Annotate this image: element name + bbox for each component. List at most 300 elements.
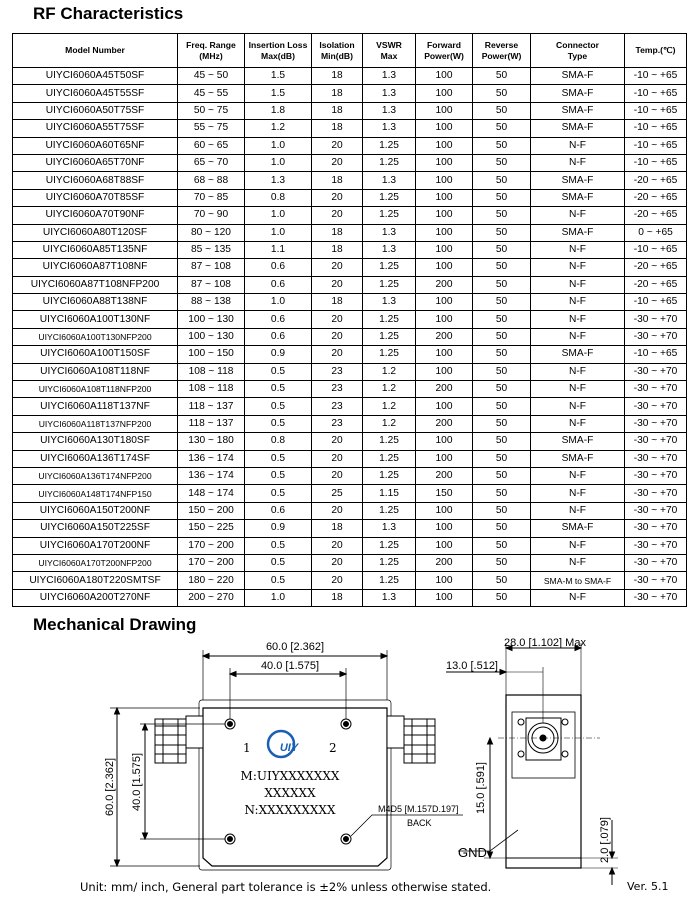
mounting-hole-br xyxy=(341,834,351,844)
table-cell: -20 ~ +65 xyxy=(625,172,687,189)
table-cell: 18 xyxy=(312,241,363,258)
table-cell: 87 ~ 108 xyxy=(178,259,245,276)
table-row xyxy=(13,450,687,467)
table-cell: 1.25 xyxy=(363,207,416,224)
table-cell: 150 xyxy=(416,485,473,502)
table-cell: 50 xyxy=(473,102,531,119)
table-cell: 50 xyxy=(473,189,531,206)
table-row xyxy=(13,398,687,415)
table-cell: 45 ~ 55 xyxy=(178,85,245,102)
left-connector xyxy=(155,716,203,763)
table-row xyxy=(13,537,687,554)
column-header-line: Max(dB) xyxy=(261,50,295,61)
table-cell: SMA-F xyxy=(531,433,625,450)
table-cell: 50 xyxy=(473,207,531,224)
table-cell: 20 xyxy=(312,502,363,519)
table-cell: 20 xyxy=(312,189,363,206)
table-cell: 0.8 xyxy=(245,433,312,450)
model-number-cell: UIYCI6060A87T108NF xyxy=(13,259,178,276)
table-row xyxy=(13,172,687,189)
table-cell: SMA-F xyxy=(531,450,625,467)
table-cell: 70 ~ 90 xyxy=(178,207,245,224)
mechanical-drawing-title: Mechanical Drawing xyxy=(33,615,197,634)
table-cell: 1.3 xyxy=(363,68,416,85)
table-cell: N-F xyxy=(531,154,625,171)
table-cell: 1.25 xyxy=(363,259,416,276)
table-cell: 100 xyxy=(416,589,473,606)
dim-width-holes-label: 40.0 [1.575] xyxy=(260,660,320,672)
table-cell: 100 xyxy=(416,363,473,380)
table-cell: N-F xyxy=(531,328,625,345)
table-cell: -10 ~ +65 xyxy=(625,294,687,311)
table-row xyxy=(13,520,687,537)
column-header-line: Model Number xyxy=(65,45,125,55)
table-cell: 1.3 xyxy=(363,224,416,241)
table-cell: 150 ~ 225 xyxy=(178,520,245,537)
table-cell: 0.5 xyxy=(245,537,312,554)
table-cell: 23 xyxy=(312,415,363,432)
dim-height-holes-label: 40.0 [1.575] xyxy=(131,752,143,812)
dim-connector-height-label: 15.0 [.591] xyxy=(475,762,487,814)
table-cell: 150 ~ 200 xyxy=(178,502,245,519)
table-cell: 85 ~ 135 xyxy=(178,241,245,258)
table-cell: -10 ~ +65 xyxy=(625,102,687,119)
table-cell: 0.6 xyxy=(245,328,312,345)
model-number-cell: UIYCI6060A100T130NF xyxy=(13,311,178,328)
table-cell: 55 ~ 75 xyxy=(178,120,245,137)
table-cell: 100 xyxy=(416,68,473,85)
right-connector xyxy=(387,716,435,763)
table-cell: 100 xyxy=(416,433,473,450)
table-cell: 100 xyxy=(416,294,473,311)
table-cell: 100 xyxy=(416,189,473,206)
table-cell: 0.5 xyxy=(245,381,312,398)
table-cell: 50 xyxy=(473,294,531,311)
table-cell: 50 xyxy=(473,259,531,276)
table-cell: 50 xyxy=(473,224,531,241)
table-cell: 1.2 xyxy=(245,120,312,137)
table-cell: 1.25 xyxy=(363,189,416,206)
model-number-cell: UIYCI6060A87T108NFP200 xyxy=(13,276,178,293)
table-cell: 18 xyxy=(312,68,363,85)
table-cell: 50 xyxy=(473,172,531,189)
table-cell: 108 ~ 118 xyxy=(178,363,245,380)
column-header-line: Max xyxy=(380,50,398,61)
table-cell: 0.6 xyxy=(245,502,312,519)
model-label: M:UIYXXXXXXX xyxy=(240,769,340,783)
table-cell: 0.5 xyxy=(245,450,312,467)
table-cell: N-F xyxy=(531,589,625,606)
table-row xyxy=(13,85,687,102)
table-cell: 18 xyxy=(312,120,363,137)
table-cell: 45 ~ 50 xyxy=(178,68,245,85)
table-cell: 200 xyxy=(416,467,473,484)
table-cell: -20 ~ +65 xyxy=(625,276,687,293)
table-cell: 1.3 xyxy=(363,102,416,119)
table-cell: N-F xyxy=(531,363,625,380)
column-header-line: Power(W) xyxy=(424,50,464,61)
column-header xyxy=(245,34,312,68)
table-cell: 50 xyxy=(473,346,531,363)
table-row xyxy=(13,102,687,119)
table-cell: 0.9 xyxy=(245,346,312,363)
table-cell: 18 xyxy=(312,294,363,311)
table-cell: 0.5 xyxy=(245,572,312,589)
table-cell: 118 ~ 137 xyxy=(178,398,245,415)
table-cell: 100 xyxy=(416,137,473,154)
table-cell: 50 xyxy=(473,398,531,415)
table-row xyxy=(13,154,687,171)
table-cell: 18 xyxy=(312,172,363,189)
model-number-cell: UIYCI6060A50T75SF xyxy=(13,102,178,119)
table-cell: 1.0 xyxy=(245,154,312,171)
model-number-cell: UIYCI6060A70T90NF xyxy=(13,207,178,224)
table-cell: -30 ~ +70 xyxy=(625,502,687,519)
table-cell: 0.9 xyxy=(245,520,312,537)
mechanical-drawing xyxy=(0,630,697,898)
table-cell: 50 xyxy=(473,120,531,137)
table-cell: -30 ~ +70 xyxy=(625,328,687,345)
table-cell: N-F xyxy=(531,259,625,276)
column-header-line: (MHz) xyxy=(199,50,223,61)
dim-base-label: 2.0 [.079] xyxy=(599,817,611,863)
column-header-line: Freq. Range xyxy=(186,39,236,50)
table-cell: SMA-F xyxy=(531,172,625,189)
table-cell: 1.5 xyxy=(245,85,312,102)
model-number-cell: UIYCI6060A100T150SF xyxy=(13,346,178,363)
model-number-cell: UIYCI6060A136T174NFP200 xyxy=(13,467,178,484)
table-cell: 1.3 xyxy=(363,589,416,606)
model-number-cell: UIYCI6060A136T174SF xyxy=(13,450,178,467)
version-label: Ver. 5.1 xyxy=(627,880,669,893)
table-cell: 200 xyxy=(416,381,473,398)
table-cell: 118 ~ 137 xyxy=(178,415,245,432)
table-cell: -30 ~ +70 xyxy=(625,311,687,328)
table-row xyxy=(13,346,687,363)
table-cell: 50 xyxy=(473,311,531,328)
table-cell: 100 xyxy=(416,398,473,415)
table-cell: -30 ~ +70 xyxy=(625,381,687,398)
table-cell: 170 ~ 200 xyxy=(178,537,245,554)
table-cell: N-F xyxy=(531,207,625,224)
table-cell: -20 ~ +65 xyxy=(625,189,687,206)
table-cell: 1.8 xyxy=(245,102,312,119)
table-cell: SMA-F xyxy=(531,189,625,206)
table-cell: N-F xyxy=(531,276,625,293)
mounting-hole-bl xyxy=(225,834,235,844)
table-row xyxy=(13,328,687,345)
table-cell: 50 xyxy=(473,554,531,571)
table-cell: 87 ~ 108 xyxy=(178,276,245,293)
table-cell: 50 xyxy=(473,276,531,293)
table-cell: 50 xyxy=(473,381,531,398)
model-number-cell: UIYCI6060A148T174NFP150 xyxy=(13,485,178,502)
table-row xyxy=(13,502,687,519)
table-cell: N-F xyxy=(531,537,625,554)
table-cell: 0.5 xyxy=(245,363,312,380)
table-cell: SMA-F xyxy=(531,85,625,102)
table-cell: 23 xyxy=(312,398,363,415)
table-cell: 50 xyxy=(473,328,531,345)
port-1-label: 1 xyxy=(243,741,251,755)
table-cell: 1.0 xyxy=(245,137,312,154)
column-header xyxy=(531,34,625,68)
port-2-label: 2 xyxy=(329,741,337,755)
table-row xyxy=(13,467,687,484)
table-row xyxy=(13,363,687,380)
table-cell: N-F xyxy=(531,137,625,154)
table-cell: -10 ~ +65 xyxy=(625,85,687,102)
model-number-cell: UIYCI6060A180T220SMTSF xyxy=(13,572,178,589)
table-cell: 1.25 xyxy=(363,311,416,328)
table-cell: -10 ~ +65 xyxy=(625,120,687,137)
table-cell: 100 xyxy=(416,172,473,189)
table-cell: 20 xyxy=(312,259,363,276)
model-number-cell: UIYCI6060A55T75SF xyxy=(13,120,178,137)
model-number-cell: UIYCI6060A118T137NFP200 xyxy=(13,415,178,432)
table-cell: 100 xyxy=(416,224,473,241)
dim-height-outer-label: 60.0 [2.362] xyxy=(104,757,116,817)
table-row xyxy=(13,294,687,311)
table-cell: 20 xyxy=(312,154,363,171)
table-cell: -30 ~ +70 xyxy=(625,520,687,537)
table-cell: -10 ~ +65 xyxy=(625,137,687,154)
table-cell: 0.5 xyxy=(245,485,312,502)
model-number-cell: UIYCI6060A150T200NF xyxy=(13,502,178,519)
table-cell: 0.5 xyxy=(245,398,312,415)
front-view xyxy=(110,650,463,870)
table-cell: N-F xyxy=(531,381,625,398)
table-cell: 1.3 xyxy=(363,85,416,102)
mounting-hole-tr xyxy=(341,719,351,729)
column-header-line: Reverse xyxy=(484,39,519,50)
table-cell: 50 xyxy=(473,572,531,589)
model-number-cell: UIYCI6060A80T120SF xyxy=(13,224,178,241)
model-number-cell: UIYCI6060A45T50SF xyxy=(13,68,178,85)
column-header xyxy=(363,34,416,68)
rf-spec-table xyxy=(12,33,687,607)
table-cell: 200 ~ 270 xyxy=(178,589,245,606)
screw-spec-label: M4D5 [M.157D.197] xyxy=(378,804,459,814)
table-cell: 1.25 xyxy=(363,276,416,293)
table-header-row xyxy=(13,34,687,68)
table-cell: 0 ~ +65 xyxy=(625,224,687,241)
table-cell: -30 ~ +70 xyxy=(625,554,687,571)
table-cell: 18 xyxy=(312,102,363,119)
table-cell: 50 xyxy=(473,589,531,606)
table-row xyxy=(13,137,687,154)
table-cell: 100 xyxy=(416,450,473,467)
table-cell: 1.5 xyxy=(245,68,312,85)
table-cell: N-F xyxy=(531,311,625,328)
table-cell: 50 xyxy=(473,85,531,102)
column-header-line: VSWR xyxy=(376,39,402,50)
table-cell: 136 ~ 174 xyxy=(178,450,245,467)
table-cell: 65 ~ 70 xyxy=(178,154,245,171)
table-cell: 0.6 xyxy=(245,311,312,328)
column-header xyxy=(416,34,473,68)
table-cell: SMA-M to SMA-F xyxy=(531,572,625,589)
table-cell: SMA-F xyxy=(531,224,625,241)
table-cell: 108 ~ 118 xyxy=(178,381,245,398)
table-cell: 70 ~ 85 xyxy=(178,189,245,206)
model-number-cell: UIYCI6060A108T118NFP200 xyxy=(13,381,178,398)
table-cell: 1.0 xyxy=(245,589,312,606)
table-row xyxy=(13,68,687,85)
table-row xyxy=(13,589,687,606)
model-number-cell: UIYCI6060A88T138NF xyxy=(13,294,178,311)
table-cell: 0.6 xyxy=(245,259,312,276)
table-cell: 1.25 xyxy=(363,554,416,571)
table-cell: 50 xyxy=(473,415,531,432)
table-cell: 25 xyxy=(312,485,363,502)
table-cell: 1.3 xyxy=(245,172,312,189)
table-cell: 180 ~ 220 xyxy=(178,572,245,589)
table-cell: 100 xyxy=(416,207,473,224)
table-cell: 68 ~ 88 xyxy=(178,172,245,189)
table-cell: 1.25 xyxy=(363,450,416,467)
table-cell: 0.6 xyxy=(245,276,312,293)
table-cell: 1.2 xyxy=(363,363,416,380)
table-cell: 1.25 xyxy=(363,433,416,450)
table-cell: 100 xyxy=(416,311,473,328)
column-header xyxy=(312,34,363,68)
code-label: XXXXXX xyxy=(264,786,316,800)
table-cell: N-F xyxy=(531,294,625,311)
model-number-cell: UIYCI6060A100T130NFP200 xyxy=(13,328,178,345)
table-cell: -30 ~ +70 xyxy=(625,572,687,589)
table-cell: 1.2 xyxy=(363,381,416,398)
table-cell: 100 xyxy=(416,346,473,363)
table-cell: 23 xyxy=(312,381,363,398)
table-cell: 20 xyxy=(312,311,363,328)
table-cell: N-F xyxy=(531,241,625,258)
column-header xyxy=(473,34,531,68)
model-number-cell: UIYCI6060A68T88SF xyxy=(13,172,178,189)
column-header xyxy=(13,34,178,68)
table-cell: 50 xyxy=(473,363,531,380)
table-cell: 0.5 xyxy=(245,554,312,571)
table-cell: N-F xyxy=(531,485,625,502)
table-cell: 100 xyxy=(416,520,473,537)
table-row xyxy=(13,207,687,224)
model-number-cell: UIYCI6060A200T270NF xyxy=(13,589,178,606)
table-cell: 18 xyxy=(312,520,363,537)
table-cell: -30 ~ +70 xyxy=(625,398,687,415)
model-number-cell: UIYCI6060A65T70NF xyxy=(13,154,178,171)
table-cell: -30 ~ +70 xyxy=(625,537,687,554)
table-row xyxy=(13,224,687,241)
table-cell: 0.5 xyxy=(245,415,312,432)
table-cell: 100 xyxy=(416,102,473,119)
column-header-line: Min(dB) xyxy=(321,50,353,61)
table-cell: 1.2 xyxy=(363,398,416,415)
table-cell: 0.8 xyxy=(245,189,312,206)
table-cell: 1.25 xyxy=(363,572,416,589)
table-cell: -10 ~ +65 xyxy=(625,241,687,258)
table-cell: 1.3 xyxy=(363,120,416,137)
table-cell: 18 xyxy=(312,224,363,241)
model-number-cell: UIYCI6060A85T135NF xyxy=(13,241,178,258)
column-header xyxy=(178,34,245,68)
table-cell: SMA-F xyxy=(531,68,625,85)
table-cell: 170 ~ 200 xyxy=(178,554,245,571)
model-number-cell: UIYCI6060A60T65NF xyxy=(13,137,178,154)
column-header-line: Insertion Loss xyxy=(248,39,308,50)
table-cell: 1.3 xyxy=(363,172,416,189)
column-header-line: Power(W) xyxy=(481,50,522,61)
table-cell: 50 xyxy=(473,537,531,554)
table-cell: 20 xyxy=(312,328,363,345)
table-cell: 50 xyxy=(473,68,531,85)
table-row xyxy=(13,120,687,137)
table-cell: N-F xyxy=(531,467,625,484)
table-cell: 1.25 xyxy=(363,154,416,171)
table-cell: 1.25 xyxy=(363,328,416,345)
column-header-line: Forward xyxy=(427,39,461,50)
table-cell: 50 xyxy=(473,154,531,171)
table-cell: N-F xyxy=(531,502,625,519)
table-cell: 23 xyxy=(312,363,363,380)
table-cell: 1.0 xyxy=(245,207,312,224)
table-cell: 136 ~ 174 xyxy=(178,467,245,484)
table-cell: 50 xyxy=(473,485,531,502)
table-cell: 1.1 xyxy=(245,241,312,258)
table-cell: 1.15 xyxy=(363,485,416,502)
table-cell: N-F xyxy=(531,415,625,432)
table-cell: 100 ~ 130 xyxy=(178,311,245,328)
logo-text: UIY xyxy=(279,742,299,754)
table-row xyxy=(13,259,687,276)
table-cell: SMA-F xyxy=(531,102,625,119)
column-header-line: Isolation xyxy=(319,39,355,50)
table-cell: 20 xyxy=(312,572,363,589)
model-number-cell: UIYCI6060A130T180SF xyxy=(13,433,178,450)
table-cell: 100 xyxy=(416,120,473,137)
table-cell: -30 ~ +70 xyxy=(625,450,687,467)
table-cell: -10 ~ +65 xyxy=(625,346,687,363)
table-cell: 50 xyxy=(473,241,531,258)
table-cell: 20 xyxy=(312,137,363,154)
table-cell: 130 ~ 180 xyxy=(178,433,245,450)
table-cell: 18 xyxy=(312,85,363,102)
table-cell: 60 ~ 65 xyxy=(178,137,245,154)
table-cell: -20 ~ +65 xyxy=(625,259,687,276)
table-row xyxy=(13,241,687,258)
table-cell: 20 xyxy=(312,467,363,484)
table-row xyxy=(13,433,687,450)
table-cell: -10 ~ +65 xyxy=(625,68,687,85)
table-cell: 50 xyxy=(473,467,531,484)
model-number-cell: UIYCI6060A118T137NF xyxy=(13,398,178,415)
model-number-cell: UIYCI6060A150T225SF xyxy=(13,520,178,537)
gnd-label: GND xyxy=(458,845,487,860)
dim-connector-offset-label: 13.0 [.512] xyxy=(446,660,498,672)
table-cell: 20 xyxy=(312,554,363,571)
table-cell: 200 xyxy=(416,554,473,571)
model-number-cell: UIYCI6060A70T85SF xyxy=(13,189,178,206)
table-cell: 20 xyxy=(312,207,363,224)
table-cell: 1.3 xyxy=(363,520,416,537)
mounting-hole-tl xyxy=(225,719,235,729)
model-number-cell: UIYCI6060A170T200NFP200 xyxy=(13,554,178,571)
table-cell: 1.0 xyxy=(245,224,312,241)
table-cell: 1.3 xyxy=(363,294,416,311)
table-cell: 20 xyxy=(312,276,363,293)
table-cell: 0.5 xyxy=(245,467,312,484)
table-cell: 100 xyxy=(416,502,473,519)
table-row xyxy=(13,276,687,293)
